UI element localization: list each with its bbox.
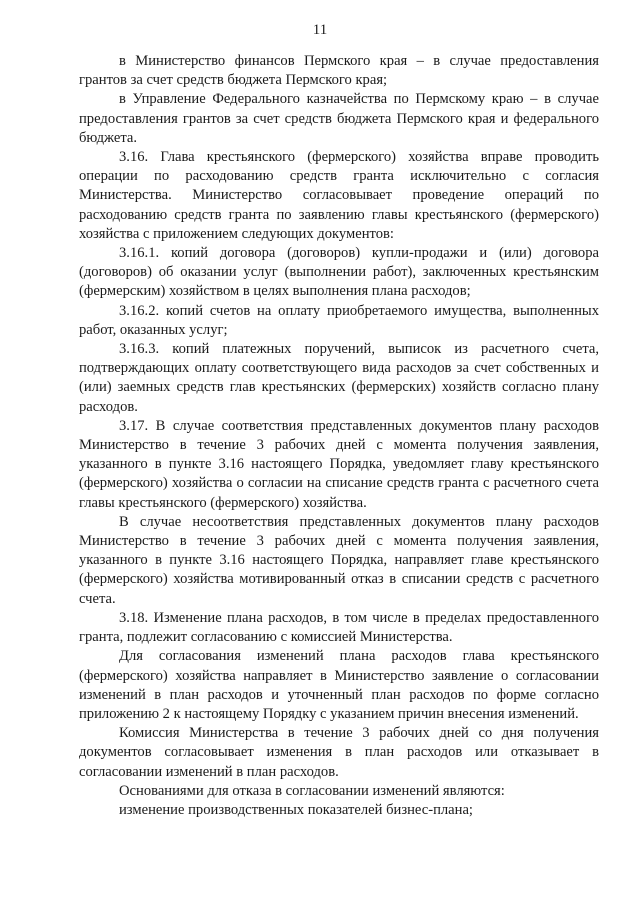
paragraph-commission-decision: Комиссия Министерства в течение 3 рабочих дней со дня получения документов согласовывает изменения в план расходов или отказывает в согласовании изменений в план расходов.: [79, 725, 599, 780]
paragraph-clause-3-16: 3.16. Глава крестьянского (фермерского) хозяйства вправе проводить операции по расходованию средств гранта исключительно с согласия Министерства. Министерство согласовывает проведение операций по расходованию средств гранта по заявлению главы крестьянского (фермерского) хозяйства с приложением следующих документов:: [79, 149, 599, 242]
document-body: [79, 52, 599, 820]
paragraph-clause-3-16-2: 3.16.2. копий счетов на оплату приобретаемого имущества, выполненных работ, оказанных услуг;: [79, 302, 599, 338]
paragraph-refusal-ground-indicators: изменение производственных показателей бизнес-плана;: [119, 801, 473, 818]
paragraph-change-approval-request: Для согласования изменений плана расходов глава крестьянского (фермерского) хозяйства направляет в Министерство заявление о согласовании изменений в план расходов и уточненный план расходов по форме согласно приложению 2 к настоящему Порядку с указанием причин внесения изменений.: [79, 648, 599, 722]
paragraph-clause-3-18: 3.18. Изменение плана расходов, в том числе в пределах предоставленного гранта, подлежит согласованию с комиссией Министерства.: [79, 609, 599, 646]
page-number: 11: [312, 22, 328, 38]
paragraph-treasury-department: в Управление Федерального казначейства по Пермскому краю – в случае предоставления грантов за счет средств бюджета Пермского края и федерального бюджета.: [79, 91, 599, 146]
paragraph-clause-3-17-refusal: В случае несоответствия представленных документов плану расходов Министерство в течение 3 рабочих дней с момента получения заявления, указанного в пункте 3.16 настоящего Порядка, направляет главе крестьянского (фермерского) хозяйства мотивированный отказ в списании средств с расчетного счета.: [79, 513, 599, 607]
paragraph-clause-3-17: 3.17. В случае соответствия представленных документов плану расходов Министерство в течение 3 рабочих дней с момента получения заявления, указанного в пункте 3.16 настоящего Порядка, уведомляет главу крестьянского (фермерского) хозяйства о согласии на списание средств гранта с расчетного счета главы крестьянского (фермерского) хозяйства.: [79, 417, 599, 511]
paragraph-ministry-finance: в Министерство финансов Пермского края – в случае предоставления грантов за счет средств бюджета Пермского края;: [79, 53, 599, 89]
paragraph-clause-3-16-3: 3.16.3. копий платежных поручений, выписок из расчетного счета, подтверждающих оплату соответствующего вида расходов за счет собственных и (или) заемных средств глав крестьянских (фермерских) хозяйств согласно плану расходов.: [79, 341, 599, 415]
paragraph-refusal-grounds: Основаниями для отказа в согласовании изменений являются:: [119, 782, 505, 799]
paragraph-clause-3-16-1: 3.16.1. копий договора (договоров) купли-продажи и (или) договора (договоров) об оказании услуг (выполнении работ), заключенных крестьянским (фермерским) хозяйством в целях выполнения плана расходов;: [79, 245, 599, 300]
